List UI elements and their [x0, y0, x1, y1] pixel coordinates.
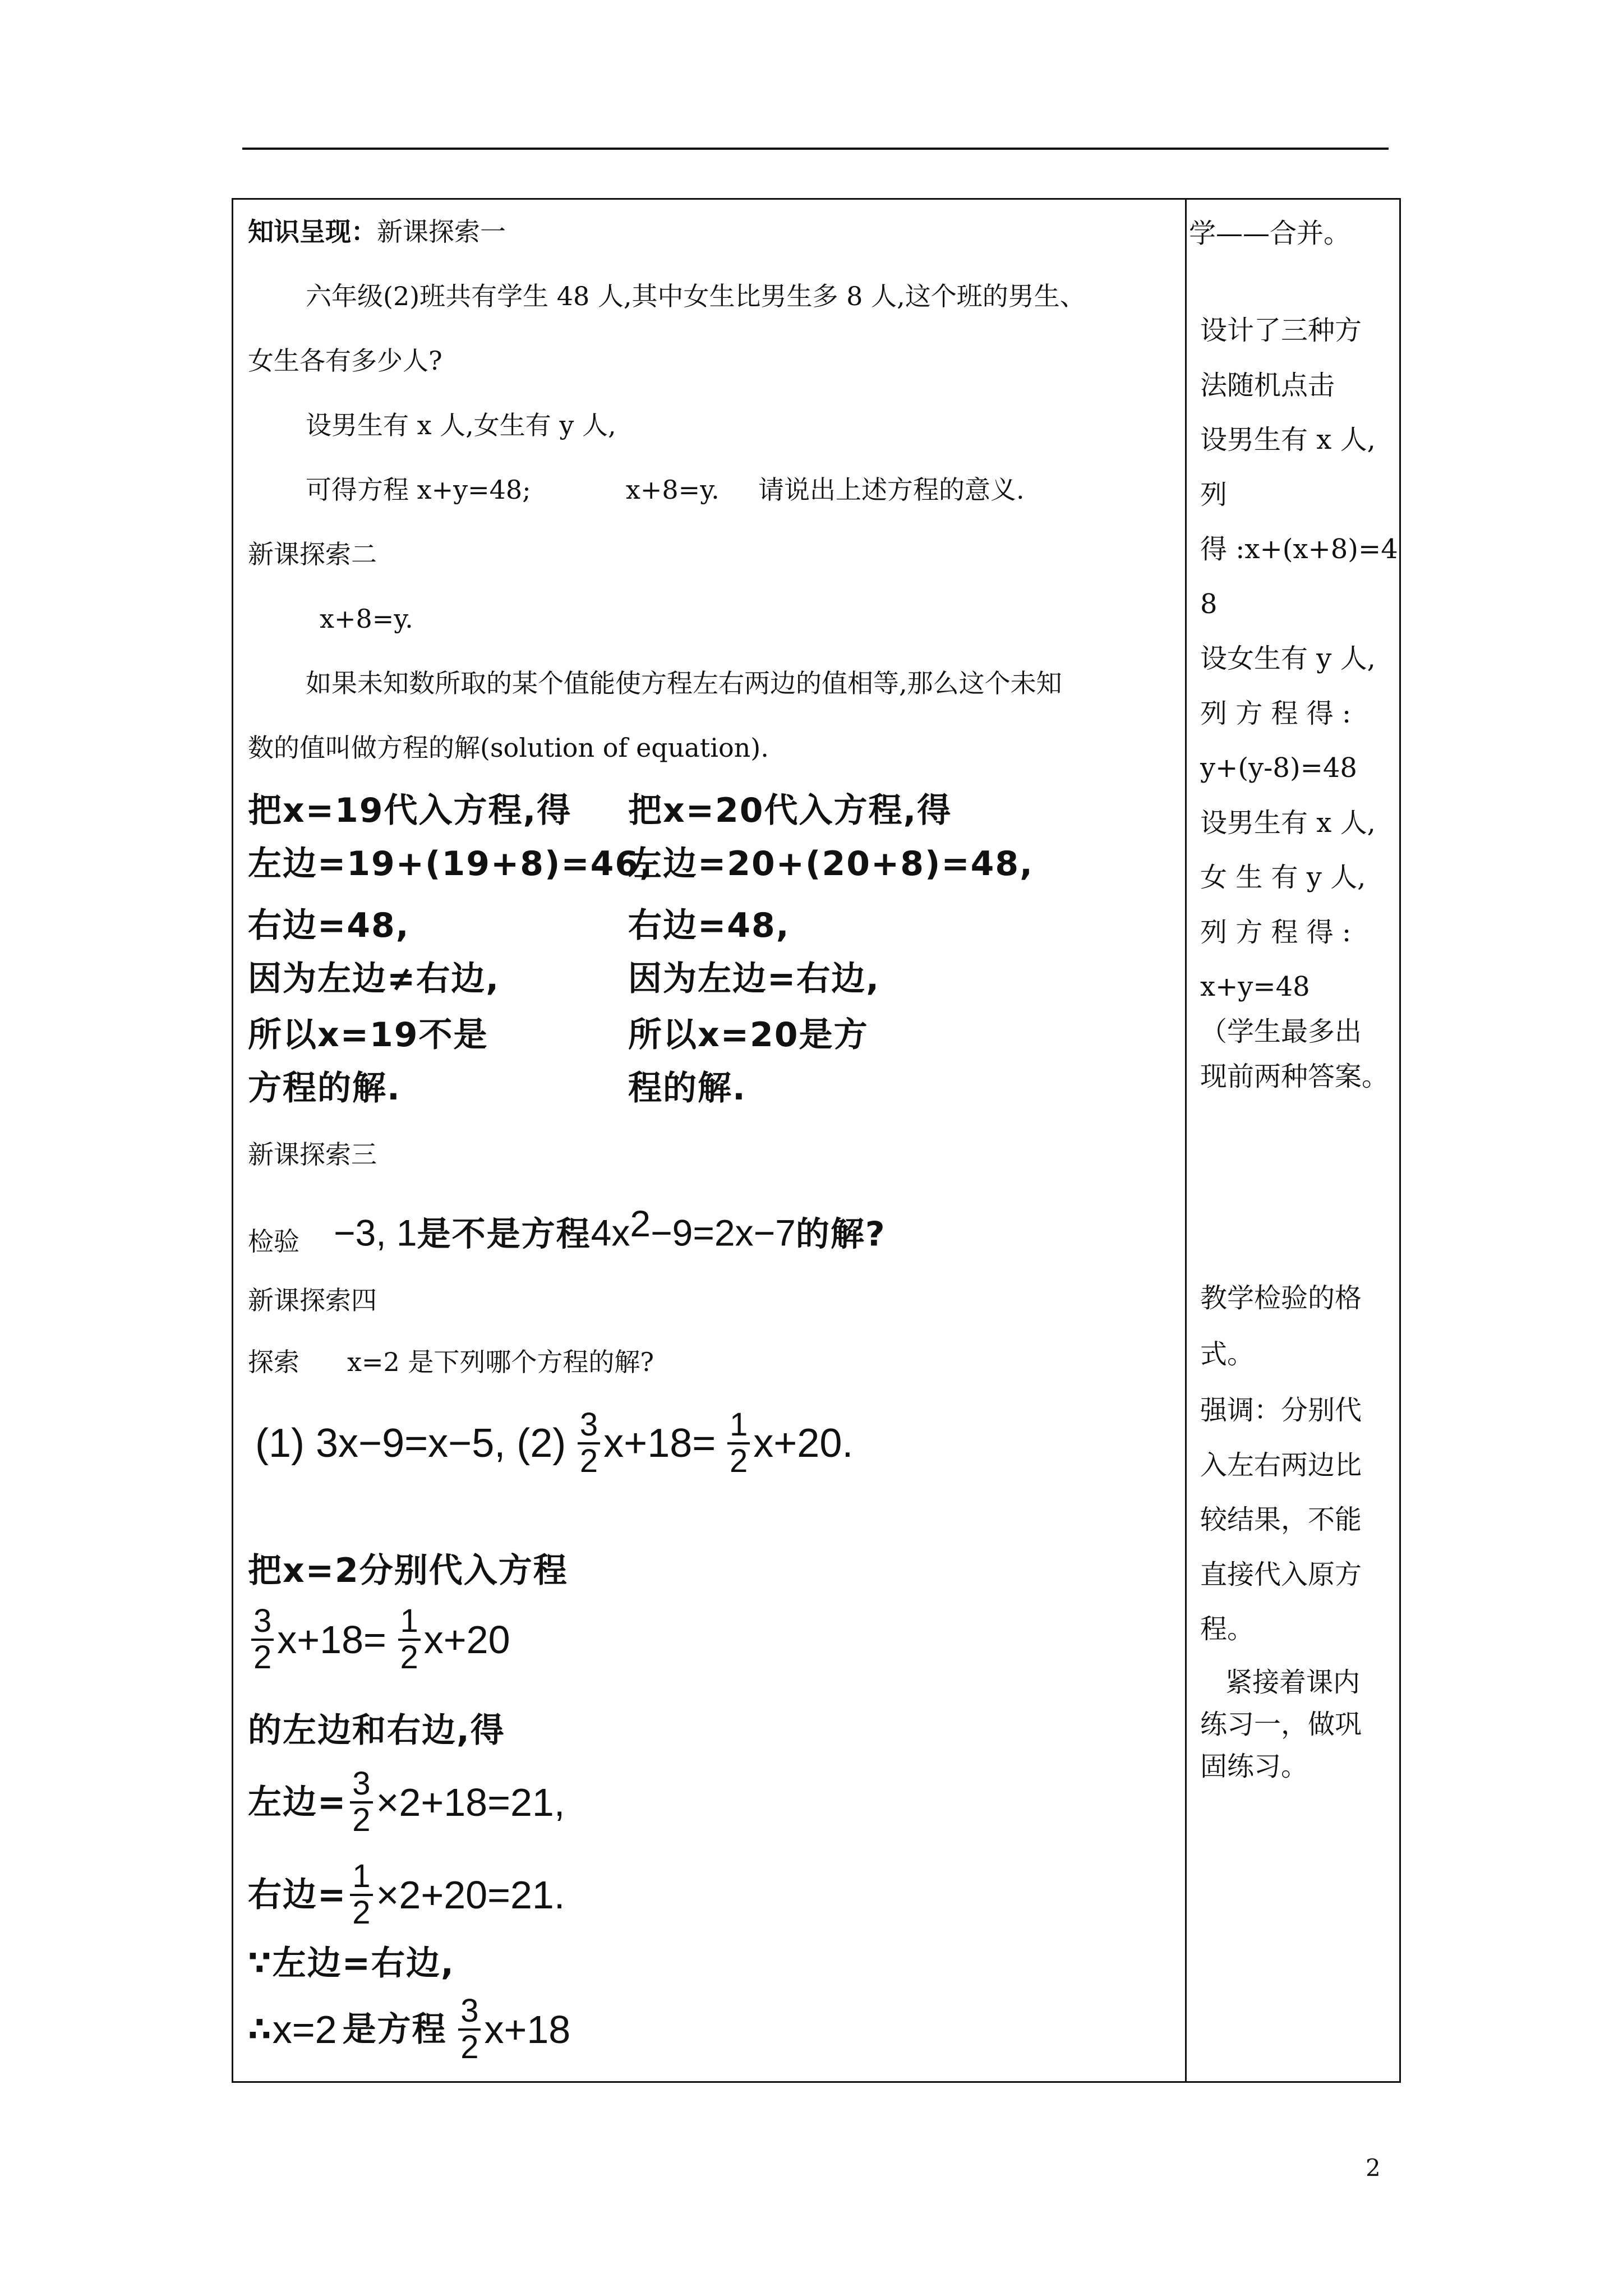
equation-1: 可得方程 x+y=48; — [306, 475, 531, 505]
equation-rest: −9=2x−7 — [651, 1212, 796, 1254]
equations-1: (1) 3x−9=x−5, (2) — [255, 1420, 566, 1466]
fraction-numerator: 3 — [458, 1994, 481, 2031]
right-side-value: ×2+20=21. — [376, 1872, 565, 1917]
work-line-6 — [248, 1944, 455, 1983]
col-a-right-side: 右边, — [416, 959, 500, 999]
note-line: 固练习。 — [1200, 1751, 1308, 1782]
question-text-1: 是不是方程 — [417, 1214, 591, 1254]
note-line: 现前两种答案。 — [1200, 1061, 1389, 1092]
col-a-line-6: 方程的解. — [248, 1069, 401, 1108]
col-a-line-4 — [248, 959, 500, 999]
col-b-line-6: 程的解. — [628, 1069, 746, 1108]
fraction-1-2 — [398, 1604, 421, 1675]
heading-bold: 知识呈现： — [248, 217, 377, 247]
equation-lhs: 4x — [591, 1212, 630, 1254]
note-line: 列 方 程 得 : — [1200, 917, 1352, 948]
note-line: x+y=48 — [1200, 971, 1310, 1002]
work-rhs: x+20 — [423, 1617, 510, 1662]
equation-2-left: x+18= — [603, 1420, 716, 1466]
explore-label: 探索 — [248, 1347, 299, 1377]
explore-question: x=2 是下列哪个方程的解? — [347, 1347, 654, 1377]
section-4-equations — [255, 1408, 853, 1479]
col-a-line-5: 所以x=19不是 — [248, 1015, 488, 1055]
fraction-3-2 — [251, 1604, 274, 1675]
note-line: 程。 — [1200, 1613, 1255, 1645]
col-a-left-side: 因为左边 — [248, 959, 387, 999]
note-line: 式。 — [1200, 1338, 1255, 1370]
note-line: 8 — [1200, 588, 1218, 620]
note-line: 入左右两边比 — [1200, 1450, 1362, 1481]
note-line: 女 生 有 y 人, — [1200, 862, 1366, 893]
note-line: 设男生有 x 人, — [1200, 424, 1376, 455]
page-number: 2 — [1366, 2154, 1381, 2182]
section-3-label: 检验 — [248, 1226, 299, 1257]
work-line-7 — [248, 1994, 570, 2065]
header-rule — [242, 148, 1389, 150]
column-divider — [1185, 198, 1187, 2083]
work-line-2 — [248, 1604, 510, 1675]
note-line: 列 方 程 得 : — [1200, 698, 1352, 729]
exponent: 2 — [630, 1203, 651, 1244]
fraction-denominator: 2 — [253, 1639, 272, 1676]
note-line: 设男生有 x 人, — [1200, 807, 1376, 839]
col-a-line-3: 右边=48, — [248, 906, 410, 945]
section-3-question — [334, 1203, 886, 1254]
note-line: 列 — [1200, 479, 1228, 510]
equation-prompt: 请说出上述方程的意义. — [758, 475, 1025, 505]
note-line: 直接代入原方 — [1200, 1559, 1362, 1590]
note-line: 法随机点击 — [1200, 370, 1335, 401]
fraction-3-2 — [458, 1994, 481, 2065]
col-b-line-4: 因为左边=右边, — [628, 959, 880, 999]
left-side-label: 左边= — [248, 1782, 347, 1822]
not-equal-sign: = — [387, 959, 417, 999]
definition-line-2: 数的值叫做方程的解(solution of equation). — [248, 733, 769, 763]
work-line-4 — [248, 1767, 565, 1838]
section-heading — [248, 219, 506, 245]
heading-rest: 新课探索一 — [377, 217, 506, 247]
note-line: 学——合并。 — [1189, 218, 1351, 249]
fraction-denominator: 2 — [460, 2028, 479, 2065]
assumption-line: 设男生有 x 人,女生有 y 人, — [306, 410, 616, 440]
fraction-denominator: 2 — [729, 1442, 748, 1479]
fraction-3-2 — [578, 1408, 600, 1479]
col-b-line-1: 把x=20代入方程,得 — [628, 791, 952, 830]
note-line: y+(y-8)=48 — [1200, 752, 1357, 784]
note-line: 强调：分别代 — [1200, 1395, 1362, 1426]
section-4-question — [248, 1349, 654, 1375]
because-text: 左边=右边, — [272, 1944, 455, 1983]
equation-line — [306, 477, 1025, 503]
question-text-2: 的解? — [795, 1214, 886, 1254]
col-b-line-3: 右边=48, — [628, 906, 790, 945]
col-a-line-2: 左边=19+(19+8)=46, — [248, 844, 653, 884]
equation-2: x+8=y. — [625, 475, 720, 505]
section-4-title: 新课探索四 — [248, 1285, 377, 1315]
test-values: −3, 1 — [334, 1212, 417, 1254]
equation-2-right: x+20. — [753, 1420, 854, 1466]
fraction-numerator: 3 — [251, 1604, 274, 1641]
definition-line-1: 如果未知数所取的某个值能使方程左右两边的值相等,那么这个未知 — [306, 668, 1062, 698]
col-b-line-5: 所以x=20是方 — [628, 1015, 869, 1055]
col-b-line-2: 左边=20+(20+8)=48, — [628, 844, 1034, 884]
note-line: 较结果，不能 — [1200, 1504, 1362, 1535]
fraction-denominator: 2 — [579, 1442, 598, 1479]
work-line-1: 把x=2分别代入方程 — [248, 1551, 568, 1590]
section-2-title: 新课探索二 — [248, 539, 377, 569]
section-2-equation: x+8=y. — [320, 604, 413, 634]
right-side-label: 右边= — [248, 1875, 347, 1915]
fraction-denominator: 2 — [352, 1801, 371, 1838]
col-a-line-1: 把x=19代入方程,得 — [248, 791, 572, 830]
note-line: 紧接着课内 — [1225, 1667, 1361, 1698]
note-line: （学生最多出 — [1200, 1016, 1362, 1047]
equation-tail: x+18 — [484, 2007, 571, 2051]
problem-line-1: 六年级(2)班共有学生 48 人,其中女生比男生多 8 人,这个班的男生、 — [306, 281, 1086, 311]
note-line: 设计了三种方 — [1200, 315, 1362, 346]
fraction-numerator: 1 — [350, 1860, 372, 1896]
because-symbol: ∵ — [248, 1944, 273, 1983]
fraction-numerator: 1 — [727, 1408, 750, 1444]
fraction-numerator: 1 — [398, 1604, 421, 1641]
solution-value: x=2 — [272, 2007, 337, 2051]
fraction-denominator: 2 — [400, 1639, 418, 1676]
fraction-1-2 — [727, 1408, 750, 1479]
therefore-symbol: ∴ — [248, 2009, 273, 2049]
left-side-value: ×2+18=21, — [376, 1780, 565, 1824]
fraction-numerator: 3 — [350, 1767, 372, 1803]
fraction-numerator: 3 — [578, 1408, 600, 1444]
work-lhs: x+18= — [277, 1617, 386, 1662]
section-3-title: 新课探索三 — [248, 1139, 377, 1170]
note-line: 练习一，做巩 — [1200, 1709, 1362, 1740]
fraction-denominator: 2 — [352, 1894, 371, 1931]
problem-line-2: 女生各有多少人? — [248, 346, 442, 376]
note-line: 设女生有 y 人, — [1200, 643, 1376, 674]
fraction-1-2 — [350, 1860, 372, 1930]
work-line-3: 的左边和右边,得 — [248, 1711, 505, 1750]
fraction-3-2 — [350, 1767, 372, 1838]
note-line: 得 :x+(x+8)=4 — [1200, 533, 1398, 565]
work-line-5 — [248, 1860, 565, 1930]
conclusion-text: 是方程 — [342, 2009, 447, 2049]
note-line: 教学检验的格 — [1200, 1282, 1362, 1314]
